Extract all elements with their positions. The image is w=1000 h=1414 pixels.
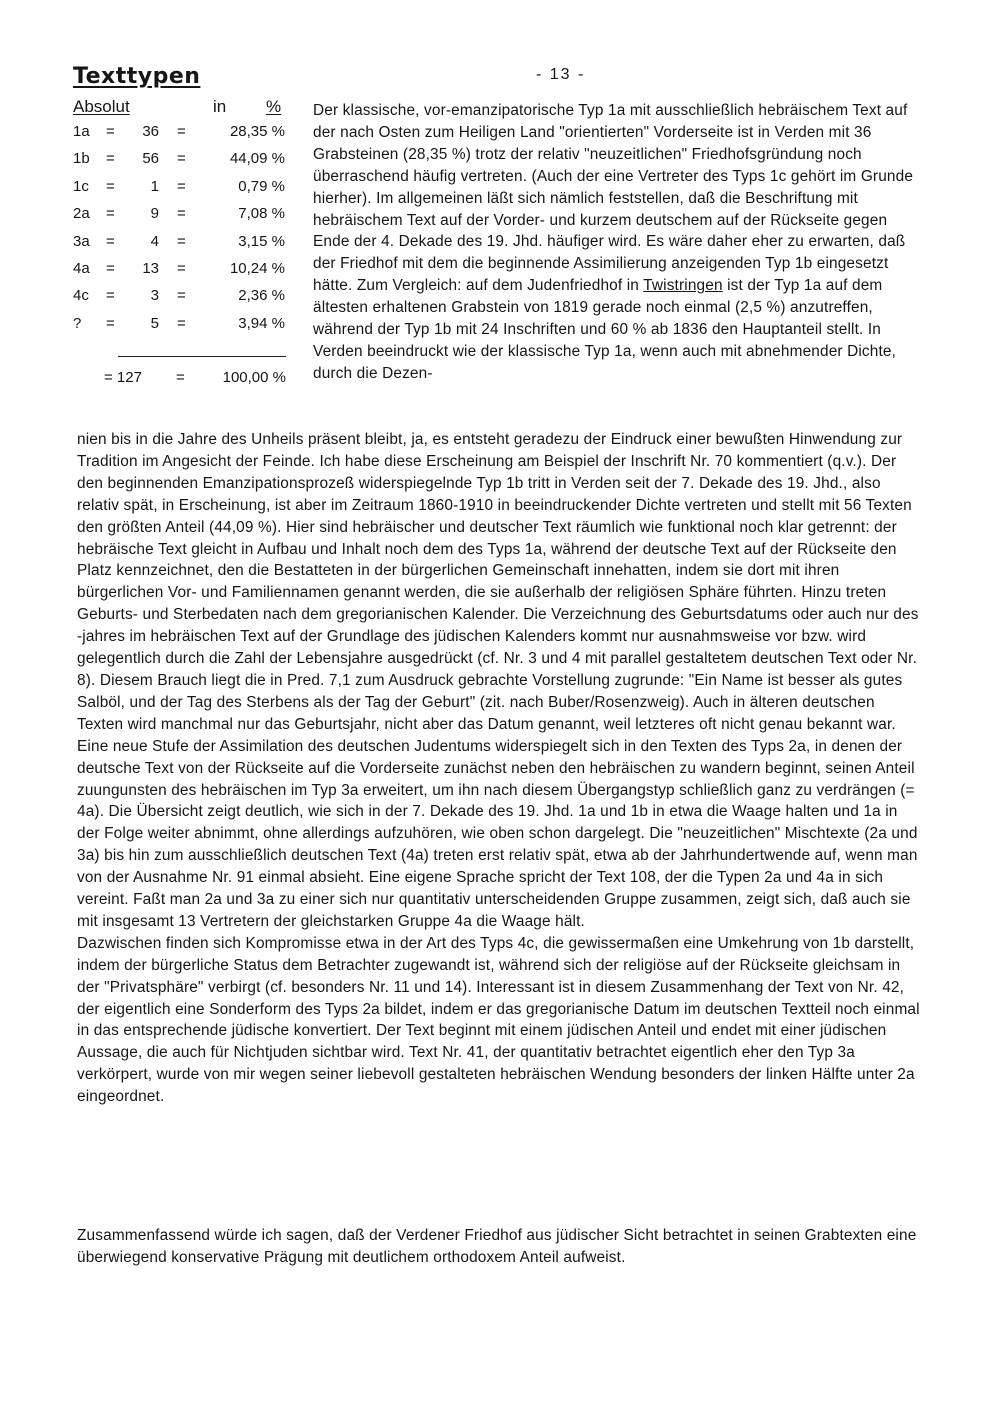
percent-cell: 0,79 % (238, 177, 285, 195)
total-count: = 127 (104, 369, 142, 386)
equals-sign: = (106, 205, 115, 223)
equals-sign: = (177, 287, 186, 305)
table-row (73, 205, 293, 232)
type-cell: 2a (73, 205, 90, 223)
percent-cell: 3,94 % (238, 314, 285, 332)
header-in: in (213, 97, 227, 116)
percent-cell: 10,24 % (229, 259, 285, 277)
count-cell: 36 (142, 123, 159, 140)
paragraph-text: Der klassische, vor-emanzipatorische Typ 1a mit ausschließlich hebräischem Text auf der nach Osten zum Heiligen Land "orientierten" Vorderseite ist in Verden mit 36 Grabsteinen (28,35 %) trotz der relativ "neuzeitlichen" Friedhofsgründung noch überraschend häufig vertreten. (Auch der eine Vertreter des Typs 1c gehört im Grunde hierher). Im allgemeinen läßt sich nämlich feststellen, daß die Beschriftung mit hebräischem Text auf der Vorder- und kurzem deutschem auf der Rückseite gegen Ende der 4. Dekade des 19. Jhd. häufiger wird. Es wäre daher eher zu erwarten, daß der Friedhof mit dem die beginnende Assimilierung anzeigenden Typ 1b eingesetzt hätte. Zum Vergleich: auf dem Judenfriedhof in (313, 102, 914, 295)
equals-sign: = (106, 232, 115, 250)
equals-sign: = (177, 177, 186, 195)
equals-sign: = (177, 150, 186, 168)
type-cell: 4c (73, 287, 89, 305)
paragraph-conclusion: Zusammenfassend würde ich sagen, daß der Verdener Friedhof aus jüdischer Sicht betrachtet in seinen Grabtexten eine überwiegend konservative Prägung mit deutlichem orthodoxem Anteil aufweist. (77, 1227, 917, 1266)
equals-sign: = (106, 259, 115, 277)
equals-sign: = (177, 314, 186, 332)
type-cell: ? (73, 314, 82, 332)
count-cell: 4 (150, 232, 159, 250)
stats-table (73, 123, 293, 342)
equals-sign: = (176, 369, 185, 386)
type-cell: 1b (73, 150, 90, 168)
equals-sign: = (177, 205, 186, 223)
paragraph-continuation: nien bis in die Jahre des Unheils präsent bleibt, ja, es entsteht geradezu der Eindruck einer bewußten Hinwendung zur Tradition im Angesicht der Feinde. Ich habe diese Erscheinung am Beispiel der Inschrift Nr. 70 kommentiert (q.v.). Der den beginnenden Emanzipationsprozeß widerspiegelnde Typ 1b tritt in Verden seit der 7. Dekade des 19. Jhd., also relativ spät, in Erscheinung, ist aber im Zeitraum 1860-1910 in beeindruckender Dichte vertreten und stellt mit 56 Texten den größten Anteil (44,09 %). Hier sind hebräischer und deutscher Text räumlich wie funktional noch klar getrennt: der hebräische Text gleicht in Aufbau und Inhalt noch dem des Typs 1a, während der deutsche Text auf der Rückseite den Platz kennzeichnet, den die Bestatteten in der bürgerlichen Gemeinschaft innehatten, indem sie dort mit ihren bürgerlichen Vor- und Familiennamen genannt werden, die sie außerhalb der religiösen Sphäre führten. Hinzu treten Geburts- und Sterbedaten nach dem gregorianischen Kalender. Die Verzeichnung des Geburtsdatums oder auch nur des -jahres im hebräischen Text auf der Grundlage des jüdischen Kalenders kommt nur ausnahmsweise vor bzw. wird gelegentlich durch die Zahl der Lebensjahre ausgedrückt (cf. Nr. 3 und 4 mit parallel gestaltetem deutschen Text oder Nr. 8). Diesem Brauch liegt die in Pred. 7,1 zum Ausdruck gebrachte Vorstellung zugrunde: "Ein Name ist besser als gutes Salböl, und der Tag des Sterbens als der Tag der Geburt" (zit. nach Buber/Rosenzweig). Auch in älteren deutschen Texten wird manchmal nur das Geburtsjahr, nicht aber das Datum genannt, weil letzteres oft nicht genau bekannt war. (77, 431, 919, 733)
equals-sign: = (177, 259, 186, 277)
stats-total-row (104, 369, 290, 391)
paragraph-text: ist der Typ 1a auf dem ältesten erhaltenen Grabstein von 1819 gerade noch einmal (2,5 %) anzutreffen, während der Typ 1b mit 24 Inschriften und 60 % ab 1836 den Hauptanteil stellt. In Verden beeindruckt wie der klassische Typ 1a, wenn auch mit abnehmender Dichte, durch die Dezen- (313, 277, 897, 382)
page-number: - 13 - (536, 66, 586, 83)
equals-sign: = (106, 123, 115, 140)
type-cell: 4a (73, 259, 90, 277)
count-cell: 1 (150, 177, 159, 195)
conclusion-section (77, 1225, 923, 1269)
type-cell: 1c (73, 177, 89, 195)
percent-cell: 28,35 % (229, 123, 285, 140)
table-row (73, 123, 293, 150)
count-cell: 56 (142, 150, 159, 168)
table-row (73, 233, 293, 260)
table-row (73, 315, 293, 342)
header-absolut: Absolut (73, 97, 130, 116)
equals-sign: = (177, 232, 186, 250)
intro-paragraph (313, 100, 925, 385)
type-cell: 3a (73, 232, 90, 250)
table-row (73, 260, 293, 287)
percent-cell: 44,09 % (229, 150, 285, 168)
total-percent: 100,00 % (222, 369, 286, 386)
equals-sign: = (106, 177, 115, 195)
equals-sign: = (106, 150, 115, 168)
table-row (73, 150, 293, 177)
place-name: Twistringen (643, 277, 723, 295)
percent-cell: 3,15 % (238, 232, 285, 250)
percent-cell: 2,36 % (238, 287, 285, 305)
table-row (73, 287, 293, 314)
table-row (73, 178, 293, 205)
body-section (77, 429, 923, 1108)
count-cell: 13 (142, 259, 159, 277)
type-cell: 1a (73, 123, 90, 140)
section-title: Texttypen (73, 64, 201, 89)
count-cell: 3 (150, 287, 159, 305)
header-percent: % (266, 97, 282, 116)
paragraph-compromise: Dazwischen finden sich Kompromisse etwa in der Art des Typs 4c, die gewissermaßen eine Umkehrung von 1b darstellt, indem der bürgerliche Status dem Betrachter zugewandt ist, während sich der religiöse auf der Rückseite gleichsam in der "Privatsphäre" verbirgt (cf. besonders Nr. 11 und 14). Interessant ist in diesem Zusammenhang der Text von Nr. 42, der eigentlich eine Sonderform des Typs 2a bildet, indem er das gregorianische Datum im deutschen Textteil noch einmal in das entsprechende jüdische konvertiert. Der Text beginnt mit einem jüdischen Anteil und endet mit einer jüdischen Aussage, die auch für Nichtjuden sichtbar wird. Text Nr. 41, der quantitativ betrachtet eigentlich eher den Typ 3a verkörpert, wurde von mir wegen seiner liebevoll gestalteten hebräischen Wendung besonders der linken Hälfte unter 2a eingeordnet. (77, 934, 920, 1106)
paragraph-assimilation: Eine neue Stufe der Assimilation des deutschen Judentums widerspiegelt sich in den Texten des Typs 2a, in denen der deutsche Text von der Rückseite auf die Vorderseite zunächst neben den hebräischen zu wandern beginnt, seinen Anteil zuungunsten des hebräischen im Typ 3a erweitert, um ihn nach diesem Übergangstyp schließlich ganz zu verdrängen (= 4a). Die Übersicht zeigt deutlich, wie sich in der 7. Dekade des 19. Jhd. 1a und 1b in etwa die Waage halten und 1a in der Folge weiter abnimmt, ohne allerdings aufzuhören, wie oben schon dargelegt. Die "neuzeitlichen" Mischtexte (2a und 3a) bis hin zum ausschließlich deutschen Text (4a) treten erst relativ spät, etwa ab der Jahrhundertwende auf, wenn man von der Ausnahme Nr. 91 einmal absieht. Eine eigene Sprache spricht der Text 108, der die Typen 2a und 4a in sich vereint. Faßt man 2a und 3a zu einer sich nur quantitativ unterscheidenden Gruppe zusammen, zeigt sich, daß auch sie mit insgesamt 13 Vertretern der gleichstarken Gruppe 4a die Waage hält. (77, 737, 918, 930)
sum-rule (118, 356, 286, 357)
equals-sign: = (106, 314, 115, 332)
percent-cell: 7,08 % (238, 205, 285, 223)
equals-sign: = (177, 123, 186, 140)
equals-sign: = (106, 287, 115, 305)
count-cell: 9 (150, 205, 159, 223)
count-cell: 5 (150, 314, 159, 332)
